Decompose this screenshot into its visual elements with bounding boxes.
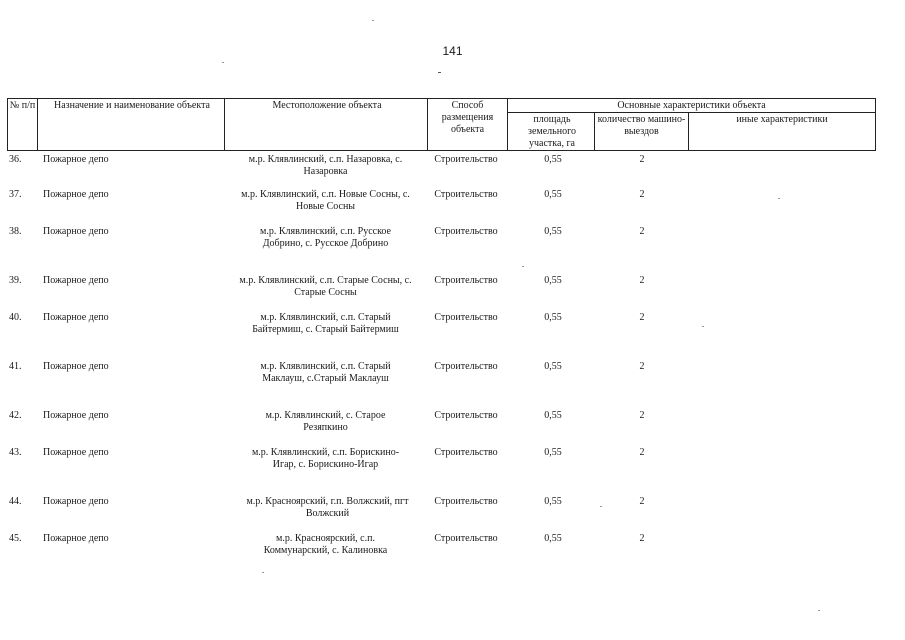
header-characteristics: Основные характеристики объекта xyxy=(617,100,766,111)
placement-method: Строительство xyxy=(434,154,498,165)
placement-method: Строительство xyxy=(434,312,498,323)
placement-method: Строительство xyxy=(434,496,498,507)
land-area: 0,55 xyxy=(544,275,562,286)
header-num: № п/п xyxy=(9,100,36,111)
object-name: Пожарное депо xyxy=(43,361,109,372)
scan-speck xyxy=(818,610,820,611)
vehicle-departures: 2 xyxy=(639,312,645,323)
header-location: Местоположение объекта xyxy=(272,100,382,111)
placement-method: Строительство xyxy=(434,189,498,200)
vehicle-departures: 2 xyxy=(639,226,645,237)
object-name: Пожарное депо xyxy=(43,312,109,323)
header-divider xyxy=(224,98,225,150)
land-area: 0,55 xyxy=(544,410,562,421)
header-divider xyxy=(875,98,876,150)
vehicle-departures: 2 xyxy=(639,533,645,544)
land-area: 0,55 xyxy=(544,533,562,544)
land-area: 0,55 xyxy=(544,496,562,507)
header-count: количество машино-выездов xyxy=(597,114,686,137)
placement-method: Строительство xyxy=(434,226,498,237)
table-header xyxy=(7,98,876,150)
header-divider xyxy=(37,98,38,150)
land-area: 0,55 xyxy=(544,226,562,237)
scan-speck xyxy=(778,198,780,199)
header-bottom-rule xyxy=(7,150,876,151)
row-number: 42. xyxy=(9,410,22,421)
object-name: Пожарное депо xyxy=(43,226,109,237)
land-area: 0,55 xyxy=(544,312,562,323)
row-number: 40. xyxy=(9,312,22,323)
object-name: Пожарное депо xyxy=(43,533,109,544)
object-location: м.р. Красноярский, г.п. Волжский, пгт Волжский xyxy=(246,496,409,519)
row-number: 39. xyxy=(9,275,22,286)
placement-method: Строительство xyxy=(434,533,498,544)
object-location: м.р. Клявлинский, с.п. Борискино-Игар, с. Борискино-Игар xyxy=(251,447,400,470)
land-area: 0,55 xyxy=(544,189,562,200)
land-area: 0,55 xyxy=(544,447,562,458)
object-name: Пожарное депо xyxy=(43,189,109,200)
scan-speck xyxy=(522,266,524,267)
header-top-rule xyxy=(7,98,876,99)
object-location: м.р. Клявлинский, с.п. Новые Сосны, с. Новые Сосны xyxy=(241,189,410,212)
scan-speck xyxy=(222,62,224,63)
placement-method: Строительство xyxy=(434,275,498,286)
row-number: 37. xyxy=(9,189,22,200)
vehicle-departures: 2 xyxy=(639,447,645,458)
scan-speck xyxy=(372,20,374,21)
header-other: иные характеристики xyxy=(736,114,828,125)
row-number: 45. xyxy=(9,533,22,544)
vehicle-departures: 2 xyxy=(639,496,645,507)
object-name: Пожарное депо xyxy=(43,410,109,421)
land-area: 0,55 xyxy=(544,154,562,165)
vehicle-departures: 2 xyxy=(639,189,645,200)
row-number: 43. xyxy=(9,447,22,458)
header-sub-rule xyxy=(507,112,876,113)
object-location: м.р. Клявлинский, с.п. Старые Сосны, с. Старые Сосны xyxy=(239,275,412,298)
row-number: 36. xyxy=(9,154,22,165)
vehicle-departures: 2 xyxy=(639,275,645,286)
placement-method: Строительство xyxy=(434,361,498,372)
object-name: Пожарное депо xyxy=(43,447,109,458)
header-area: площадь земельного участка, га xyxy=(528,114,576,149)
row-number: 38. xyxy=(9,226,22,237)
placement-method: Строительство xyxy=(434,410,498,421)
object-location: м.р. Клявлинский, с.п. Русское Добрино, с. Русское Добрино xyxy=(259,226,391,249)
row-number: 44. xyxy=(9,496,22,507)
page-number-dash xyxy=(438,72,441,73)
object-name: Пожарное депо xyxy=(43,154,109,165)
row-number: 41. xyxy=(9,361,22,372)
scan-speck xyxy=(262,572,264,573)
header-name: Назначение и наименование объекта xyxy=(54,100,210,111)
page-number: 141 xyxy=(442,44,463,58)
header-method: Способ размещения объекта xyxy=(441,100,494,135)
object-location: м.р. Клявлинский, с.п. Назаровка, с. Назаровка xyxy=(248,154,403,177)
object-location: м.р. Клявлинский, с.п. Старый Байтермиш, с. Старый Байтермиш xyxy=(252,312,399,335)
object-name: Пожарное депо xyxy=(43,275,109,286)
object-location: м.р. Клявлинский, с. Старое Резяпкино xyxy=(265,410,386,433)
object-location: м.р. Красноярский, с.п. Коммунарский, с. Калиновка xyxy=(263,533,388,556)
object-name: Пожарное депо xyxy=(43,496,109,507)
placement-method: Строительство xyxy=(434,447,498,458)
vehicle-departures: 2 xyxy=(639,410,645,421)
scan-speck xyxy=(600,506,602,507)
land-area: 0,55 xyxy=(544,361,562,372)
scan-speck xyxy=(702,326,704,327)
vehicle-departures: 2 xyxy=(639,361,645,372)
vehicle-departures: 2 xyxy=(639,154,645,165)
object-location: м.р. Клявлинский, с.п. Старый Маклауш, с.Старый Маклауш xyxy=(260,361,391,384)
